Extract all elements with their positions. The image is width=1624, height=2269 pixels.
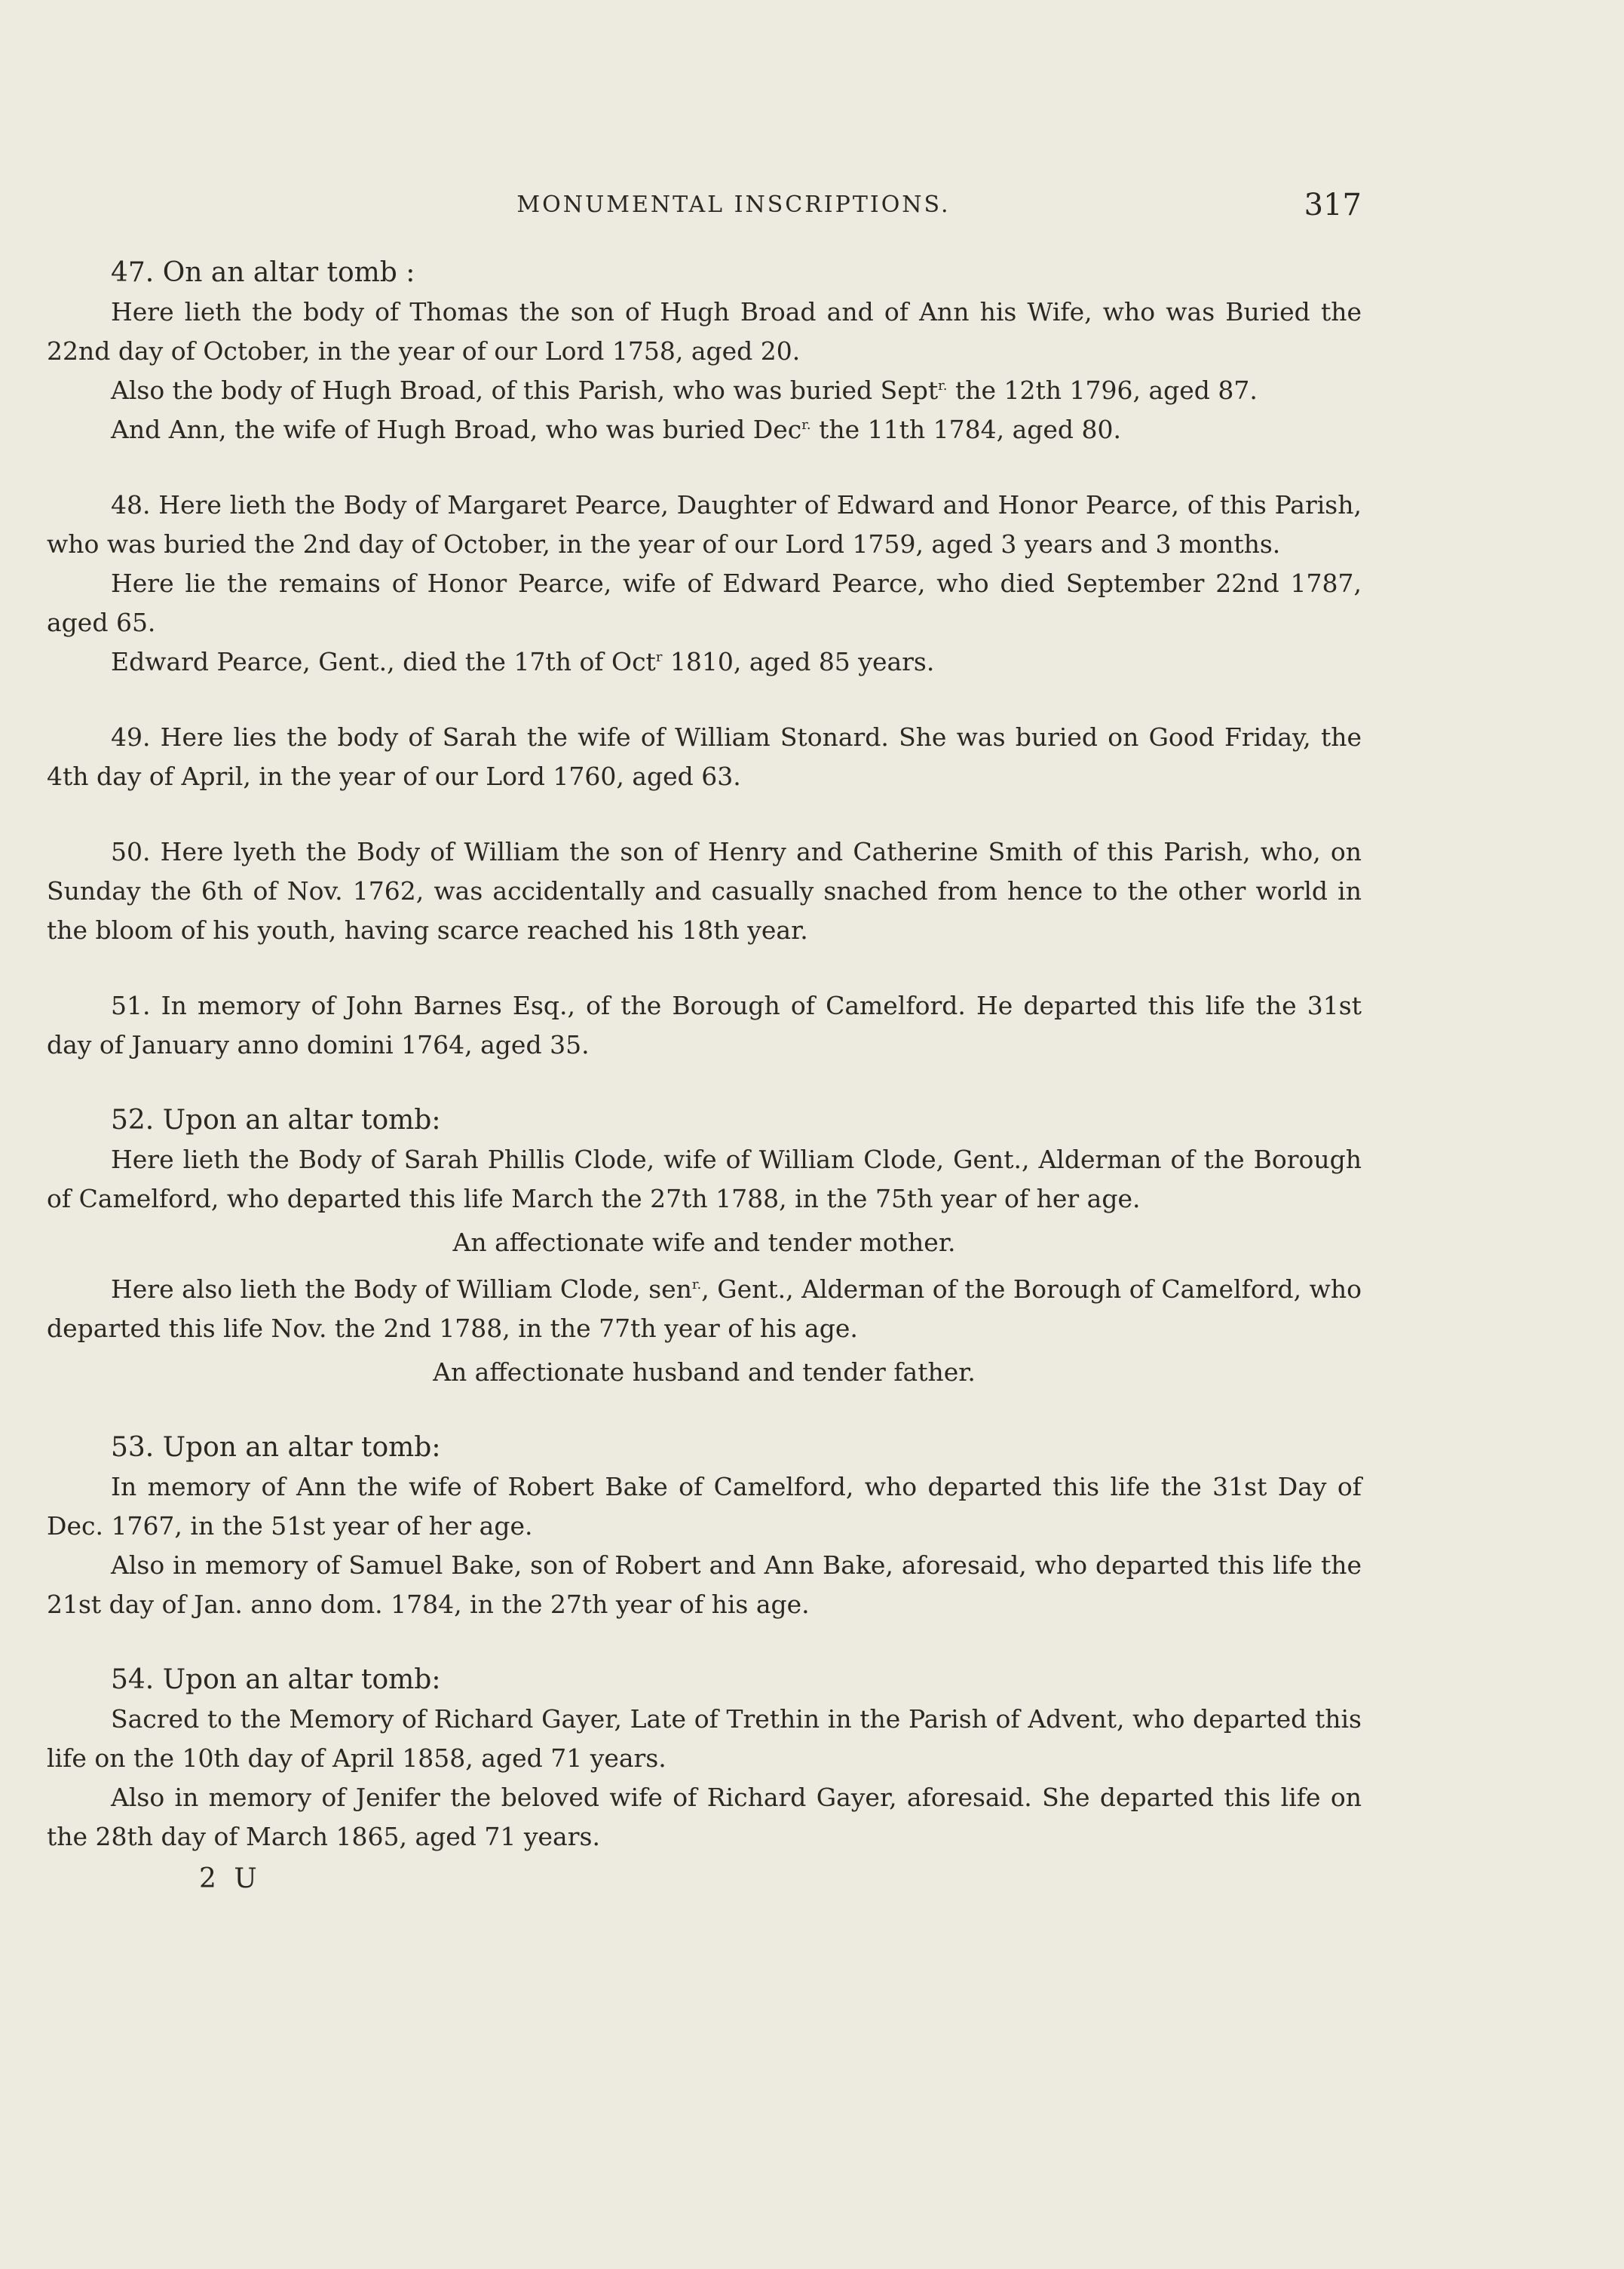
paragraph: 48. Here lieth the Body of Margaret Pearce, Daughter of Edward and Honor Pearce, of this Parish, who was buried the 2nd day of October, in the year of our Lord 1759, aged 3 years and 3 months. <box>47 490 1362 559</box>
page-header <box>106 187 1362 223</box>
running-title: MONUMENTAL INSCRIPTIONS. <box>516 192 951 218</box>
entry-heading: 54. Upon an altar tomb: <box>111 1664 441 1695</box>
paragraph: 51. In memory of John Barnes Esq., of the Borough of Camelford. He departed this life the 31st day of January anno domini 1764, aged 35. <box>47 991 1362 1059</box>
superscript: r. <box>801 417 811 433</box>
entry-heading: 47. On an altar tomb : <box>111 257 415 288</box>
epitaph-line: An affectionate husband and tender father. <box>433 1357 976 1387</box>
entry-53 <box>47 1428 1362 1624</box>
entry-52 <box>47 1101 1362 1392</box>
entry-heading: 53. Upon an altar tomb: <box>111 1432 441 1463</box>
paragraph: 50. Here lyeth the Body of William the son of Henry and Catherine Smith of this Parish, who, on Sunday the 6th of Nov. 1762, was accidentally and casually snached from hence to the other world in the bloom of his youth, having scarce reached his 18th year. <box>47 837 1362 945</box>
entry-51 <box>47 986 1362 1065</box>
superscript: r. <box>691 1277 702 1292</box>
paragraph: Here lieth the Body of Sarah Phillis Clode, wife of William Clode, Gent., Alderman of the Borough of Camelford, who departed this life March the 27th 1788, in the 75th year of her age. <box>47 1145 1362 1213</box>
paragraph: Edward Pearce, Gent., died the 17th of Oct$^r$ 1810, aged 85 years. <box>111 647 935 676</box>
paragraph: Also the body of Hugh Broad, of this Parish, who was buried Sept$^{r.}$ the 12th 1796, aged 87. <box>111 376 1258 405</box>
superscript: r <box>655 649 663 665</box>
entry-49 <box>47 718 1362 796</box>
paragraph: Also in memory of Jenifer the beloved wife of Richard Gayer, aforesaid. She departed this life on the 28th day of March 1865, aged 71 years. <box>47 1783 1362 1851</box>
inscriptions-text <box>47 253 1362 1899</box>
paragraph: Here lie the remains of Honor Pearce, wife of Edward Pearce, who died September 22nd 1787, aged 65. <box>47 569 1362 637</box>
epitaph-line: An affectionate wife and tender mother. <box>452 1228 956 1257</box>
entry-50 <box>47 832 1362 950</box>
entry-heading: 52. Upon an altar tomb: <box>111 1105 441 1136</box>
superscript: r. <box>938 378 948 394</box>
paragraph: Here lieth the body of Thomas the son of Hugh Broad and of Ann his Wife, who was Buried the 22nd day of October, in the year of our Lord 1758, aged 20. <box>47 297 1362 366</box>
entry-48 <box>47 486 1362 682</box>
paragraph: In memory of Ann the wife of Robert Bake of Camelford, who departed this life the 31st Day of Dec. 1767, in the 51st year of her age. <box>47 1472 1362 1541</box>
paragraph: 49. Here lies the body of Sarah the wife of William Stonard. She was buried on Good Friday, the 4th day of April, in the year of our Lord 1760, aged 63. <box>47 722 1362 791</box>
entry-54 <box>47 1660 1362 1857</box>
paragraph: Here also lieth the Body of William Clode, sen$^{r.}$, Gent., Alderman of the Borough of Camelford, who departed this life Nov. the 2nd 1788, in the 77th year of his age. <box>47 1274 1362 1343</box>
paragraph: Also in memory of Samuel Bake, son of Robert and Ann Bake, aforesaid, who departed this life the 21st day of Jan. anno dom. 1784, in the 27th year of his age. <box>47 1550 1362 1619</box>
entry-47 <box>47 253 1362 449</box>
signature-mark: 2 U <box>199 1863 262 1894</box>
paragraph: Sacred to the Memory of Richard Gayer, Late of Trethin in the Parish of Advent, who departed this life on the 10th day of April 1858, aged 71 years. <box>47 1704 1362 1773</box>
paragraph: And Ann, the wife of Hugh Broad, who was buried Dec$^{r.}$ the 11th 1784, aged 80. <box>111 415 1122 444</box>
page-number: 317 <box>1304 188 1362 222</box>
